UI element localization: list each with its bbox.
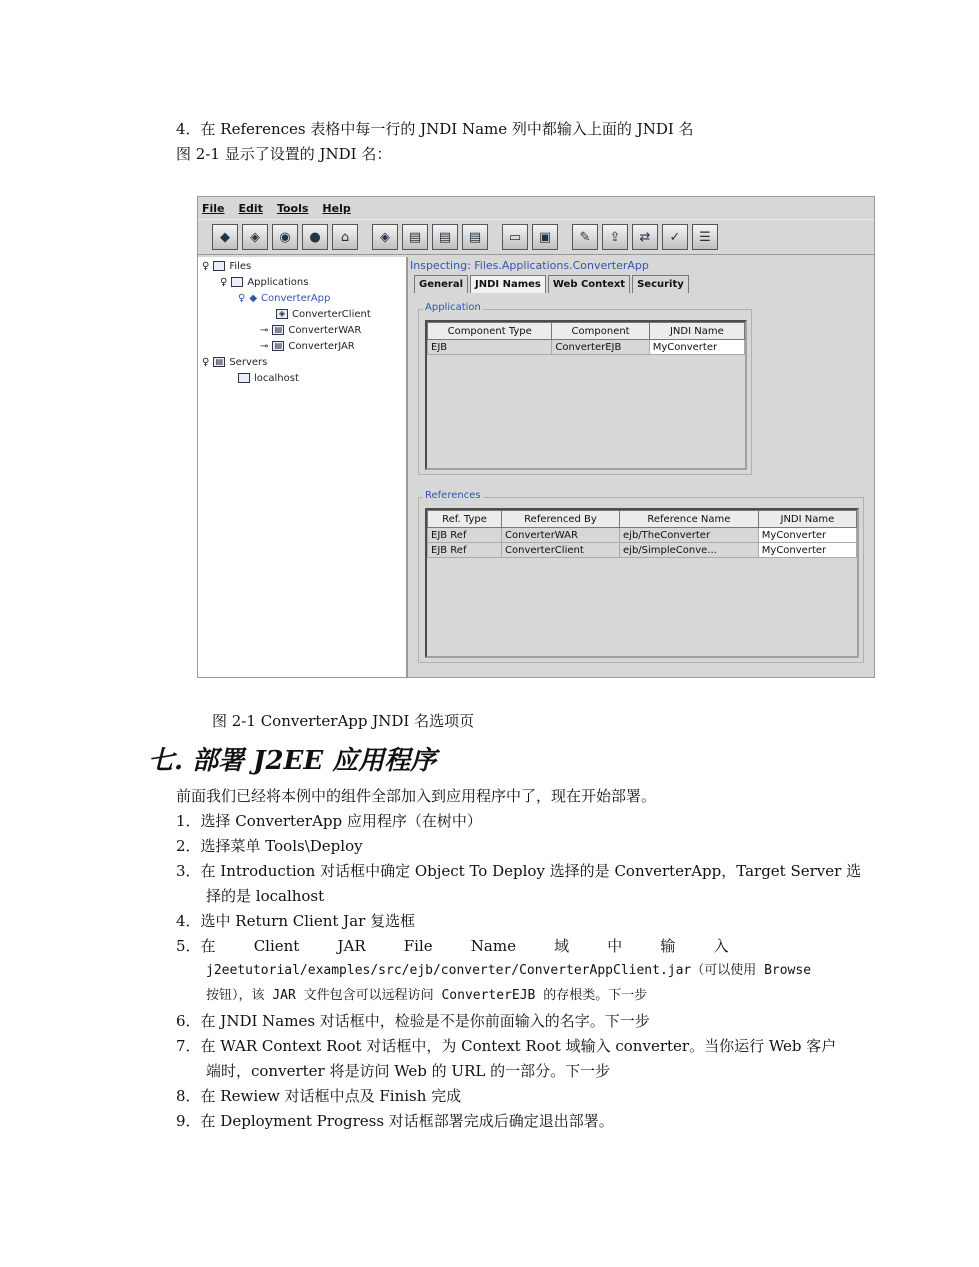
table-row xyxy=(428,528,857,543)
col-ref-type[interactable]: Ref. Type xyxy=(428,511,502,528)
new-bean-icon[interactable]: ◉ xyxy=(272,224,298,250)
step-9: 9．在 Deployment Progress 对话框部署完成后确定退出部署。 xyxy=(176,1112,614,1130)
step-3-line-2: 择的是 localhost xyxy=(206,887,325,905)
references-group xyxy=(418,490,864,663)
tree-item-converterapp[interactable] xyxy=(238,291,330,305)
jndi-name-field[interactable]: MyConverter xyxy=(758,528,856,543)
add-ejb-icon[interactable]: ▤ xyxy=(402,224,428,250)
expand-icon[interactable]: ♀ xyxy=(220,276,228,288)
menu-edit[interactable]: Edit xyxy=(238,201,263,215)
step-1: 1．选择 ConverterApp 应用程序（在树中） xyxy=(176,812,482,830)
references-group-label: References xyxy=(425,490,481,501)
tab-jndi-names[interactable]: JNDI Names xyxy=(470,275,546,293)
new-client-icon[interactable]: ◈ xyxy=(242,224,268,250)
tree-label: localhost xyxy=(254,372,299,384)
embedded-screenshot xyxy=(197,196,875,678)
tree-label: ConverterWAR xyxy=(288,324,362,336)
edit-icon[interactable]: ✎ xyxy=(572,224,598,250)
inspecting-label: Inspecting: Files.Applications.ConverterApp xyxy=(410,259,649,272)
step-2: 2．选择菜单 Tools\Deploy xyxy=(176,837,363,855)
application-group-label: Application xyxy=(425,302,481,313)
inspector-pane xyxy=(410,257,874,677)
expand-icon[interactable]: ♀ xyxy=(202,356,210,368)
server-icon: ▤ xyxy=(213,357,225,367)
properties-icon[interactable]: ☰ xyxy=(692,224,718,250)
table-row xyxy=(428,340,745,355)
tab-security[interactable]: Security xyxy=(632,275,689,293)
application-table xyxy=(427,322,745,355)
step-7-line-2: 端时，converter 将是访问 Web 的 URL 的一部分。下一步 xyxy=(206,1062,611,1080)
cell-component-type: EJB xyxy=(428,340,552,355)
col-referenced-by[interactable]: Referenced By xyxy=(502,511,620,528)
menu-tools[interactable]: Tools xyxy=(276,201,309,215)
body-paragraph: 前面我们已经将本例中的组件全部加入到应用程序中了，现在开始部署。 xyxy=(176,787,657,805)
add-client-icon[interactable]: ◈ xyxy=(372,224,398,250)
step-5-line-2: j2eetutorial/examples/src/ejb/converter/ConverterAppClient.jar（可以使用 Browse xyxy=(206,963,812,978)
cell-referenced-by: ConverterClient xyxy=(502,543,620,558)
add-war-icon[interactable]: ▤ xyxy=(432,224,458,250)
undeploy-icon[interactable]: ⇄ xyxy=(632,224,658,250)
menu-bar xyxy=(198,197,874,219)
tab-bar xyxy=(414,275,691,293)
file-tree xyxy=(198,257,408,677)
section-heading: 七. 部署 J2EE 应用程序 xyxy=(148,746,437,776)
collapse-icon[interactable]: ⊸ xyxy=(260,324,269,336)
tree-label: ConverterApp xyxy=(261,292,331,304)
col-component[interactable]: Component xyxy=(552,323,649,340)
tree-label: Applications xyxy=(247,276,309,288)
tree-label: Servers xyxy=(229,356,268,368)
toolbar xyxy=(198,219,874,255)
tree-item-servers[interactable] xyxy=(202,355,267,369)
tree-label: ConverterJAR xyxy=(288,340,355,352)
references-table xyxy=(427,510,857,558)
col-jndi-name[interactable]: JNDI Name xyxy=(649,323,744,340)
tree-item-converterclient[interactable] xyxy=(276,307,371,321)
tree-label: Files xyxy=(229,260,252,272)
col-jndi-name[interactable]: JNDI Name xyxy=(758,511,856,528)
tree-item-converterwar[interactable] xyxy=(260,323,361,337)
collapse-icon[interactable]: ⊸ xyxy=(260,340,269,352)
expand-icon[interactable]: ♀ xyxy=(238,292,246,304)
tree-item-localhost[interactable] xyxy=(238,371,299,385)
application-group xyxy=(418,302,752,475)
tree-label: ConverterClient xyxy=(292,308,371,320)
step-4: 4．选中 Return Client Jar 复选框 xyxy=(176,912,416,930)
table-row xyxy=(428,543,857,558)
folder-icon xyxy=(213,261,225,271)
folder-icon xyxy=(231,277,243,287)
computer-icon xyxy=(238,373,250,383)
intro-line-1: 4．在 References 表格中每一行的 JNDI Name 列中都输入上面的 JNDI 名 xyxy=(176,120,694,138)
menu-help[interactable]: Help xyxy=(322,201,351,215)
step-7-line-1: 7．在 WAR Context Root 对话框中，为 Context Root 域输入 converter。当你运行 Web 客户 xyxy=(176,1037,837,1055)
menu-file[interactable]: File xyxy=(202,201,225,215)
war-icon: ▤ xyxy=(272,325,284,335)
new-connector-icon[interactable]: ⌂ xyxy=(332,224,358,250)
step-5-line-1: 5．在 Client JAR File Name 域 中 输 入 xyxy=(176,937,729,955)
cell-referenced-by: ConverterWAR xyxy=(502,528,620,543)
cell-component: ConverterEJB xyxy=(552,340,649,355)
tree-item-converterjar[interactable] xyxy=(260,339,355,353)
cell-reference-name: ejb/TheConverter xyxy=(620,528,759,543)
figure-caption: 图 2-1 ConverterApp JNDI 名选项页 xyxy=(212,712,475,730)
tab-web-context[interactable]: Web Context xyxy=(548,275,630,293)
tree-item-files[interactable] xyxy=(202,259,251,273)
cell-ref-type: EJB Ref xyxy=(428,543,502,558)
col-reference-name[interactable]: Reference Name xyxy=(620,511,759,528)
tab-general[interactable]: General xyxy=(414,275,468,293)
step-8: 8．在 Rewiew 对话框中点及 Finish 完成 xyxy=(176,1087,462,1105)
intro-line-2: 图 2-1 显示了设置的 JNDI 名： xyxy=(176,145,392,163)
step-3-line-1: 3．在 Introduction 对话框中确定 Object To Deploy 选择的是 ConverterApp，Target Server 选 xyxy=(176,862,862,880)
cell-reference-name: ejb/SimpleConve... xyxy=(620,543,759,558)
client-icon: ◈ xyxy=(276,309,288,319)
verify-icon[interactable]: ✓ xyxy=(662,224,688,250)
new-application-icon[interactable]: ◆ xyxy=(212,224,238,250)
step-6: 6．在 JNDI Names 对话框中，检验是不是你前面输入的名字。下一步 xyxy=(176,1012,650,1030)
step-5-line-3: 按钮），该 JAR 文件包含可以远程访问 ConverterEJB 的存根类。下一步 xyxy=(206,988,648,1003)
save-icon[interactable]: ▣ xyxy=(532,224,558,250)
jndi-name-field[interactable]: MyConverter xyxy=(649,340,744,355)
new-web-icon[interactable]: ● xyxy=(302,224,328,250)
deploy-icon[interactable]: ⇪ xyxy=(602,224,628,250)
tree-item-applications[interactable] xyxy=(220,275,308,289)
col-component-type[interactable]: Component Type xyxy=(428,323,552,340)
jar-icon: ▤ xyxy=(272,341,284,351)
open-icon[interactable]: ▭ xyxy=(502,224,528,250)
application-icon: ◆ xyxy=(249,292,258,304)
expand-icon[interactable]: ♀ xyxy=(202,260,210,272)
jndi-name-field[interactable]: MyConverter xyxy=(758,543,856,558)
add-jar-icon[interactable]: ▤ xyxy=(462,224,488,250)
cell-ref-type: EJB Ref xyxy=(428,528,502,543)
